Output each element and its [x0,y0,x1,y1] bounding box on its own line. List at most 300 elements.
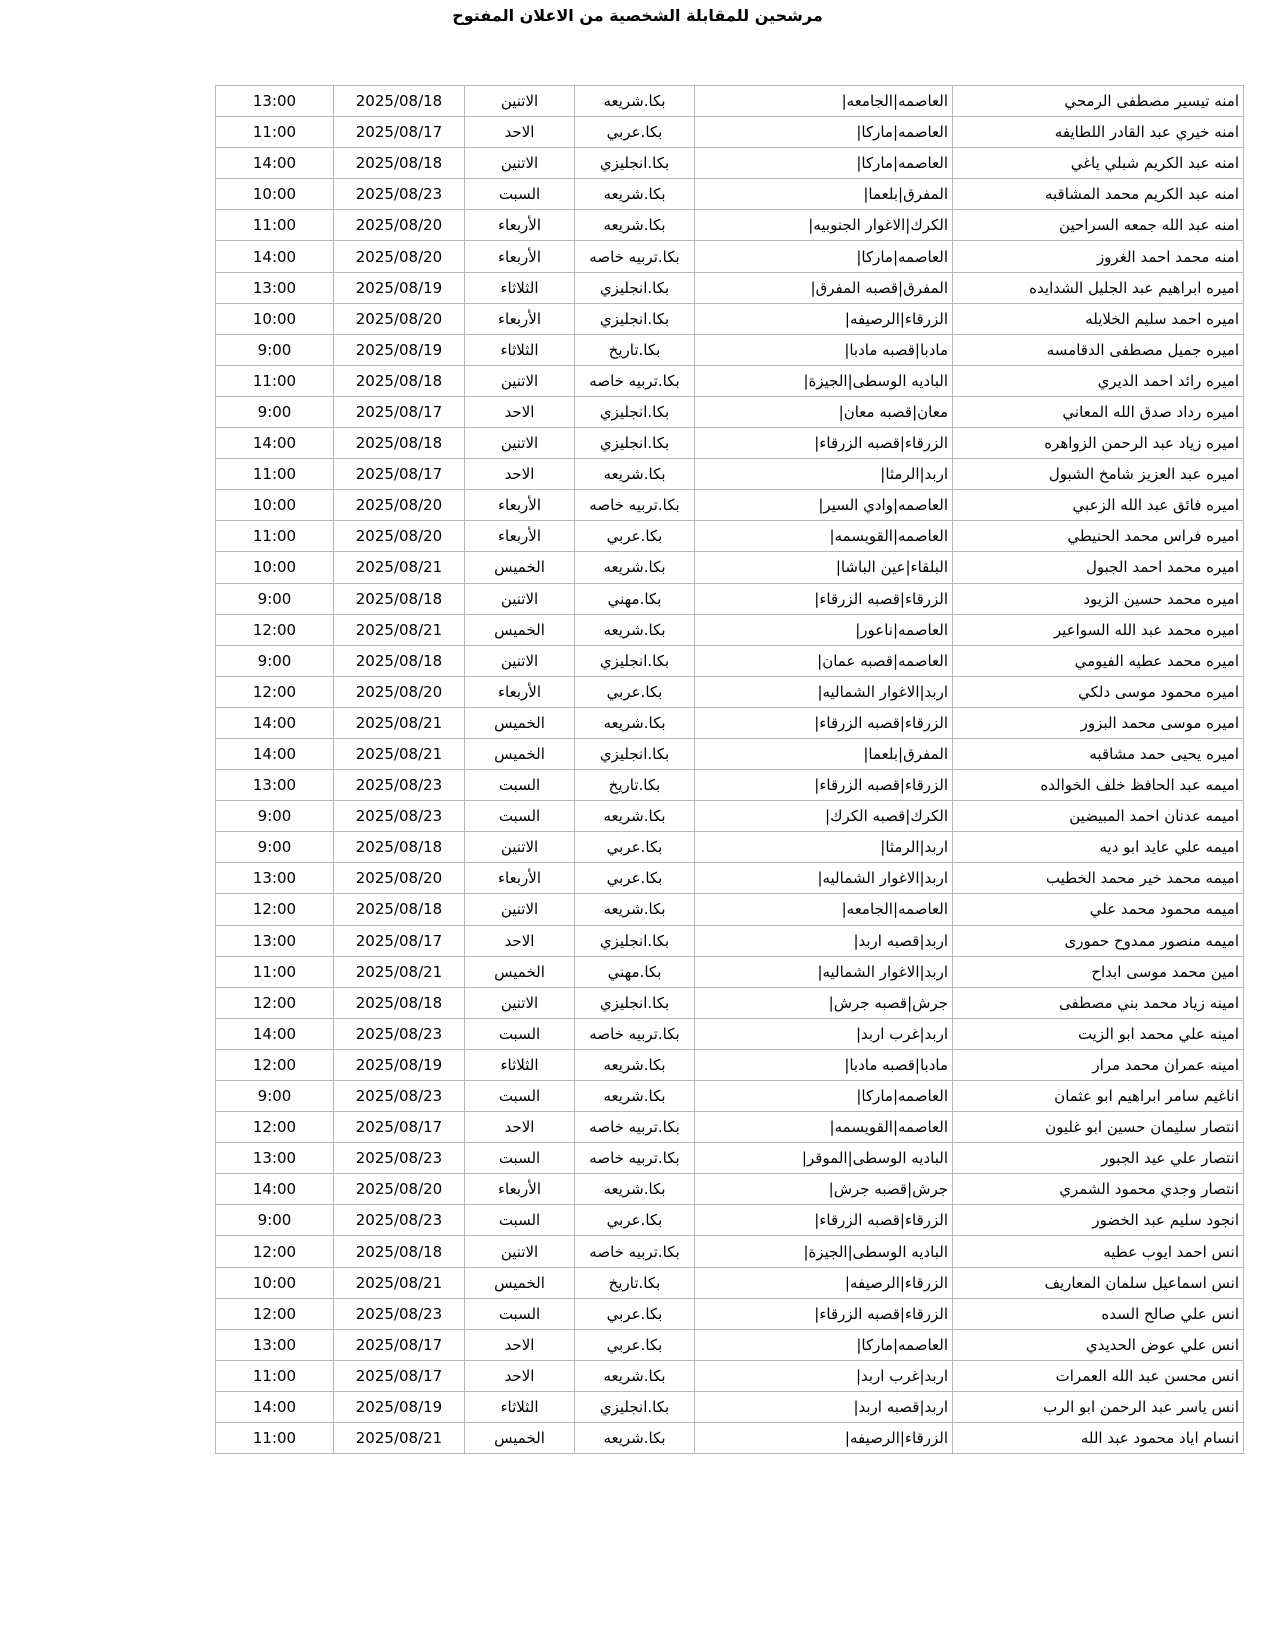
table-row [216,459,1244,490]
degree-cell: بكا.انجليزي [575,1391,695,1422]
name-cell: اميره محمد حسين الزيود [953,583,1244,614]
degree-cell: بكا.عربي [575,1205,695,1236]
degree-cell: بكا.شريعه [575,1423,695,1454]
day-cell: الأربعاء [465,303,575,334]
location-cell: الزرقاء|قصبه الزرقاء| [695,1205,953,1236]
date-cell: 2025/08/20 [334,676,465,707]
location-cell: مادبا|قصبه مادبا| [695,334,953,365]
location-cell: جرش|قصبه جرش| [695,987,953,1018]
degree-cell: بكا.شريعه [575,210,695,241]
time-cell: 14:00 [216,707,334,738]
day-cell: الثلاثاء [465,272,575,303]
day-cell: الاحد [465,1360,575,1391]
location-cell: المفرق|بلعما| [695,738,953,769]
location-cell: المفرق|بلعما| [695,179,953,210]
degree-cell: بكا.انجليزي [575,645,695,676]
location-cell: الزرقاء|الرصيفه| [695,303,953,334]
table-row [216,707,1244,738]
degree-cell: بكا.شريعه [575,1360,695,1391]
name-cell: اميمه محمد خير محمد الخطيب [953,863,1244,894]
day-cell: الثلاثاء [465,334,575,365]
location-cell: الزرقاء|قصبه الزرقاء| [695,707,953,738]
name-cell: امنه عبد الكريم شبلي ياغي [953,148,1244,179]
degree-cell: بكا.تاريخ [575,1267,695,1298]
table-row [216,894,1244,925]
time-cell: 9:00 [216,645,334,676]
name-cell: انتصار وجدي محمود الشمري [953,1174,1244,1205]
time-cell: 11:00 [216,117,334,148]
time-cell: 10:00 [216,552,334,583]
name-cell: انس محسن عبد الله العمرات [953,1360,1244,1391]
time-cell: 10:00 [216,490,334,521]
location-cell: الباديه الوسطى|الجيزة| [695,1236,953,1267]
name-cell: امنه عبد الكريم محمد المشاقبه [953,179,1244,210]
name-cell: اميره فراس محمد الحنيطي [953,521,1244,552]
day-cell: الخميس [465,707,575,738]
degree-cell: بكا.تاريخ [575,770,695,801]
location-cell: العاصمه|القويسمه| [695,1112,953,1143]
table-row [216,210,1244,241]
location-cell: العاصمه|قصبه عمان| [695,645,953,676]
degree-cell: بكا.عربي [575,863,695,894]
time-cell: 13:00 [216,863,334,894]
name-cell: انس علي صالح السده [953,1298,1244,1329]
location-cell: الزرقاء|قصبه الزرقاء| [695,428,953,459]
day-cell: الأربعاء [465,521,575,552]
table-row [216,738,1244,769]
day-cell: الخميس [465,1423,575,1454]
time-cell: 10:00 [216,179,334,210]
date-cell: 2025/08/19 [334,272,465,303]
time-cell: 14:00 [216,1018,334,1049]
degree-cell: بكا.تاريخ [575,334,695,365]
day-cell: الثلاثاء [465,1391,575,1422]
date-cell: 2025/08/18 [334,987,465,1018]
location-cell: اربد|قصبه اربد| [695,1391,953,1422]
date-cell: 2025/08/20 [334,521,465,552]
time-cell: 12:00 [216,614,334,645]
table-row [216,1267,1244,1298]
day-cell: الاتنين [465,1236,575,1267]
date-cell: 2025/08/18 [334,583,465,614]
degree-cell: بكا.انجليزي [575,428,695,459]
degree-cell: بكا.عربي [575,1298,695,1329]
day-cell: الاتنين [465,987,575,1018]
table-row [216,365,1244,396]
table-row [216,956,1244,987]
time-cell: 14:00 [216,241,334,272]
time-cell: 9:00 [216,396,334,427]
name-cell: اميره زياد عبد الرحمن الزواهره [953,428,1244,459]
degree-cell: بكا.شريعه [575,179,695,210]
table-row [216,241,1244,272]
date-cell: 2025/08/20 [334,303,465,334]
name-cell: اميره يحيى حمد مشاقبه [953,738,1244,769]
location-cell: الزرقاء|قصبه الزرقاء| [695,583,953,614]
time-cell: 12:00 [216,676,334,707]
date-cell: 2025/08/23 [334,1298,465,1329]
location-cell: العاصمه|الجامعه| [695,894,953,925]
table-row [216,925,1244,956]
date-cell: 2025/08/17 [334,925,465,956]
day-cell: الاحد [465,117,575,148]
name-cell: انس علي عوض الحديدي [953,1329,1244,1360]
table-row [216,645,1244,676]
name-cell: اناغيم سامر ابراهيم ابو عثمان [953,1081,1244,1112]
location-cell: اربد|غرب اربد| [695,1360,953,1391]
name-cell: امين محمد موسى ابداح [953,956,1244,987]
date-cell: 2025/08/18 [334,894,465,925]
location-cell: اربد|الاغوار الشماليه| [695,956,953,987]
degree-cell: بكا.انجليزي [575,272,695,303]
date-cell: 2025/08/21 [334,707,465,738]
table-row [216,583,1244,614]
day-cell: الاتنين [465,583,575,614]
location-cell: الكرك|قصبه الكرك| [695,801,953,832]
name-cell: انجود سليم عبد الخضور [953,1205,1244,1236]
day-cell: الخميس [465,1267,575,1298]
date-cell: 2025/08/23 [334,1018,465,1049]
degree-cell: بكا.تربيه خاصه [575,1236,695,1267]
name-cell: امينه عمران محمد مرار [953,1049,1244,1080]
location-cell: العاصمه|ناعور| [695,614,953,645]
degree-cell: بكا.تربيه خاصه [575,1018,695,1049]
location-cell: العاصمه|ماركا| [695,1081,953,1112]
table-row [216,770,1244,801]
name-cell: امينه زياد محمد بني مصطفى [953,987,1244,1018]
location-cell: العاصمه|الجامعه| [695,86,953,117]
degree-cell: بكا.شريعه [575,894,695,925]
name-cell: اميره محمد عطيه الفيومي [953,645,1244,676]
day-cell: الخميس [465,738,575,769]
time-cell: 11:00 [216,365,334,396]
time-cell: 14:00 [216,1391,334,1422]
table-row [216,1049,1244,1080]
degree-cell: بكا.شريعه [575,459,695,490]
table-row [216,863,1244,894]
date-cell: 2025/08/18 [334,365,465,396]
name-cell: انس احمد ايوب عطيه [953,1236,1244,1267]
date-cell: 2025/08/21 [334,1267,465,1298]
degree-cell: بكا.شريعه [575,1081,695,1112]
time-cell: 13:00 [216,1143,334,1174]
degree-cell: بكا.عربي [575,1329,695,1360]
date-cell: 2025/08/18 [334,1236,465,1267]
name-cell: اميمه منصور ممدوح حمورى [953,925,1244,956]
name-cell: اميره محمد احمد الجبول [953,552,1244,583]
date-cell: 2025/08/23 [334,1143,465,1174]
day-cell: الأربعاء [465,676,575,707]
table-row [216,1236,1244,1267]
degree-cell: بكا.شريعه [575,614,695,645]
name-cell: انتصار سليمان حسين ابو غليون [953,1112,1244,1143]
degree-cell: بكا.انجليزي [575,738,695,769]
name-cell: اميمه عدنان احمد المبيضين [953,801,1244,832]
day-cell: الاتنين [465,86,575,117]
name-cell: اميمه علي عايد ابو ديه [953,832,1244,863]
day-cell: الاتنين [465,645,575,676]
degree-cell: بكا.مهني [575,583,695,614]
location-cell: العاصمه|ماركا| [695,148,953,179]
date-cell: 2025/08/20 [334,1174,465,1205]
table-row [216,117,1244,148]
table-row [216,1360,1244,1391]
day-cell: الأربعاء [465,210,575,241]
date-cell: 2025/08/21 [334,614,465,645]
location-cell: العاصمه|وادي السير| [695,490,953,521]
location-cell: العاصمه|ماركا| [695,117,953,148]
location-cell: المفرق|قصبه المفرق| [695,272,953,303]
table-row [216,521,1244,552]
degree-cell: بكا.تربيه خاصه [575,1143,695,1174]
location-cell: الكرك|الاغوار الجنوبيه| [695,210,953,241]
table-row [216,1391,1244,1422]
location-cell: العاصمه|القويسمه| [695,521,953,552]
name-cell: اميره محمد عبد الله السواعير [953,614,1244,645]
day-cell: الاحد [465,459,575,490]
location-cell: اربد|قصبه اربد| [695,925,953,956]
time-cell: 12:00 [216,1049,334,1080]
time-cell: 11:00 [216,1423,334,1454]
date-cell: 2025/08/19 [334,1049,465,1080]
table-row [216,1329,1244,1360]
time-cell: 12:00 [216,894,334,925]
date-cell: 2025/08/21 [334,1423,465,1454]
time-cell: 9:00 [216,1205,334,1236]
time-cell: 12:00 [216,987,334,1018]
name-cell: اميره احمد سليم الخلايله [953,303,1244,334]
date-cell: 2025/08/17 [334,459,465,490]
table-row [216,86,1244,117]
degree-cell: بكا.مهني [575,956,695,987]
name-cell: امنه خيري عبد القادر اللطايفه [953,117,1244,148]
location-cell: العاصمه|ماركا| [695,1329,953,1360]
day-cell: الاتنين [465,148,575,179]
time-cell: 11:00 [216,1360,334,1391]
degree-cell: بكا.شريعه [575,1049,695,1080]
name-cell: انتصار علي عيد الجبور [953,1143,1244,1174]
table-row [216,1018,1244,1049]
date-cell: 2025/08/20 [334,490,465,521]
time-cell: 14:00 [216,1174,334,1205]
day-cell: السبت [465,770,575,801]
name-cell: اميمه عبد الحافظ خلف الخوالده [953,770,1244,801]
location-cell: معان|قصبه معان| [695,396,953,427]
degree-cell: بكا.تربيه خاصه [575,1112,695,1143]
name-cell: اميره رداد صدق الله المعاني [953,396,1244,427]
time-cell: 10:00 [216,1267,334,1298]
location-cell: مادبا|قصبه مادبا| [695,1049,953,1080]
location-cell: الباديه الوسطى|الموقر| [695,1143,953,1174]
day-cell: الاتنين [465,832,575,863]
date-cell: 2025/08/19 [334,1391,465,1422]
time-cell: 12:00 [216,1112,334,1143]
table-row [216,676,1244,707]
date-cell: 2025/08/20 [334,241,465,272]
name-cell: اميره محمود موسى دلكي [953,676,1244,707]
time-cell: 13:00 [216,1329,334,1360]
date-cell: 2025/08/23 [334,801,465,832]
location-cell: العاصمه|ماركا| [695,241,953,272]
date-cell: 2025/08/17 [334,117,465,148]
degree-cell: بكا.انجليزي [575,303,695,334]
day-cell: السبت [465,801,575,832]
date-cell: 2025/08/17 [334,1360,465,1391]
name-cell: انسام اياد محمود عبد الله [953,1423,1244,1454]
degree-cell: بكا.انجليزي [575,925,695,956]
table-row [216,428,1244,459]
table-row [216,832,1244,863]
table-row [216,303,1244,334]
location-cell: الزرقاء|الرصيفه| [695,1267,953,1298]
day-cell: السبت [465,1018,575,1049]
degree-cell: بكا.شريعه [575,707,695,738]
table-row [216,987,1244,1018]
location-cell: الزرقاء|الرصيفه| [695,1423,953,1454]
time-cell: 14:00 [216,148,334,179]
time-cell: 12:00 [216,1298,334,1329]
table-row [216,552,1244,583]
day-cell: الثلاثاء [465,1049,575,1080]
date-cell: 2025/08/21 [334,956,465,987]
time-cell: 9:00 [216,1081,334,1112]
degree-cell: بكا.عربي [575,521,695,552]
day-cell: الاحد [465,1329,575,1360]
location-cell: جرش|قصبه جرش| [695,1174,953,1205]
name-cell: اميره رائد احمد الديري [953,365,1244,396]
time-cell: 11:00 [216,459,334,490]
location-cell: الزرقاء|قصبه الزرقاء| [695,770,953,801]
day-cell: الأربعاء [465,241,575,272]
time-cell: 14:00 [216,738,334,769]
time-cell: 13:00 [216,86,334,117]
time-cell: 13:00 [216,925,334,956]
day-cell: الأربعاء [465,490,575,521]
day-cell: الاحد [465,396,575,427]
time-cell: 11:00 [216,521,334,552]
degree-cell: بكا.انجليزي [575,987,695,1018]
name-cell: اميره فائق عبد الله الزعبي [953,490,1244,521]
name-cell: انس اسماعيل سلمان المعاريف [953,1267,1244,1298]
day-cell: السبت [465,1143,575,1174]
time-cell: 14:00 [216,428,334,459]
degree-cell: بكا.عربي [575,117,695,148]
name-cell: امنه عبد الله جمعه السراحين [953,210,1244,241]
location-cell: اربد|الاغوار الشماليه| [695,863,953,894]
date-cell: 2025/08/17 [334,396,465,427]
date-cell: 2025/08/21 [334,552,465,583]
location-cell: اربد|غرب اربد| [695,1018,953,1049]
table-row [216,801,1244,832]
time-cell: 13:00 [216,770,334,801]
time-cell: 9:00 [216,583,334,614]
name-cell: اميره ابراهيم عبد الجليل الشدايده [953,272,1244,303]
date-cell: 2025/08/21 [334,738,465,769]
day-cell: السبت [465,1298,575,1329]
table-row [216,1081,1244,1112]
day-cell: السبت [465,1081,575,1112]
page-title: مرشحين للمقابلة الشخصية من الاعلان المفتوح [452,6,823,25]
day-cell: السبت [465,179,575,210]
degree-cell: بكا.تربيه خاصه [575,365,695,396]
degree-cell: بكا.شريعه [575,801,695,832]
time-cell: 11:00 [216,956,334,987]
day-cell: الأربعاء [465,863,575,894]
table-row [216,490,1244,521]
day-cell: السبت [465,1205,575,1236]
degree-cell: بكا.شريعه [575,552,695,583]
degree-cell: بكا.انجليزي [575,148,695,179]
day-cell: الاتنين [465,894,575,925]
table-row [216,396,1244,427]
date-cell: 2025/08/20 [334,210,465,241]
table-row [216,272,1244,303]
table-row [216,1143,1244,1174]
name-cell: اميره موسى محمد البزور [953,707,1244,738]
date-cell: 2025/08/23 [334,1205,465,1236]
location-cell: اربد|الاغوار الشماليه| [695,676,953,707]
name-cell: امنه تيسير مصطفى الرمحي [953,86,1244,117]
location-cell: البلقاء|عين الباشا| [695,552,953,583]
time-cell: 9:00 [216,801,334,832]
location-cell: الباديه الوسطى|الجيزة| [695,365,953,396]
day-cell: الأربعاء [465,1174,575,1205]
date-cell: 2025/08/18 [334,428,465,459]
table-row [216,1205,1244,1236]
time-cell: 10:00 [216,303,334,334]
degree-cell: بكا.انجليزي [575,396,695,427]
degree-cell: بكا.شريعه [575,1174,695,1205]
table-row [216,148,1244,179]
table-row [216,1174,1244,1205]
date-cell: 2025/08/17 [334,1112,465,1143]
day-cell: الخميس [465,956,575,987]
name-cell: اميمه محمود محمد علي [953,894,1244,925]
table-row [216,1298,1244,1329]
date-cell: 2025/08/23 [334,1081,465,1112]
day-cell: الاتنين [465,428,575,459]
name-cell: امينه علي محمد ابو الزيت [953,1018,1244,1049]
table-row [216,614,1244,645]
name-cell: اميره عبد العزيز شامخ الشبول [953,459,1244,490]
date-cell: 2025/08/19 [334,334,465,365]
day-cell: الاحد [465,925,575,956]
degree-cell: بكا.عربي [575,676,695,707]
day-cell: الخميس [465,552,575,583]
name-cell: انس ياسر عبد الرحمن ابو الرب [953,1391,1244,1422]
date-cell: 2025/08/18 [334,645,465,676]
time-cell: 9:00 [216,334,334,365]
candidates-table-body [216,86,1244,1454]
date-cell: 2025/08/20 [334,863,465,894]
date-cell: 2025/08/18 [334,148,465,179]
candidates-table [215,85,1244,1454]
time-cell: 11:00 [216,210,334,241]
date-cell: 2025/08/23 [334,179,465,210]
location-cell: الزرقاء|قصبه الزرقاء| [695,1298,953,1329]
location-cell: اربد|الرمثا| [695,459,953,490]
table-row [216,179,1244,210]
table-row [216,1112,1244,1143]
degree-cell: بكا.عربي [575,832,695,863]
date-cell: 2025/08/18 [334,86,465,117]
degree-cell: بكا.شريعه [575,86,695,117]
time-cell: 9:00 [216,832,334,863]
date-cell: 2025/08/17 [334,1329,465,1360]
date-cell: 2025/08/18 [334,832,465,863]
time-cell: 12:00 [216,1236,334,1267]
location-cell: اربد|الرمثا| [695,832,953,863]
